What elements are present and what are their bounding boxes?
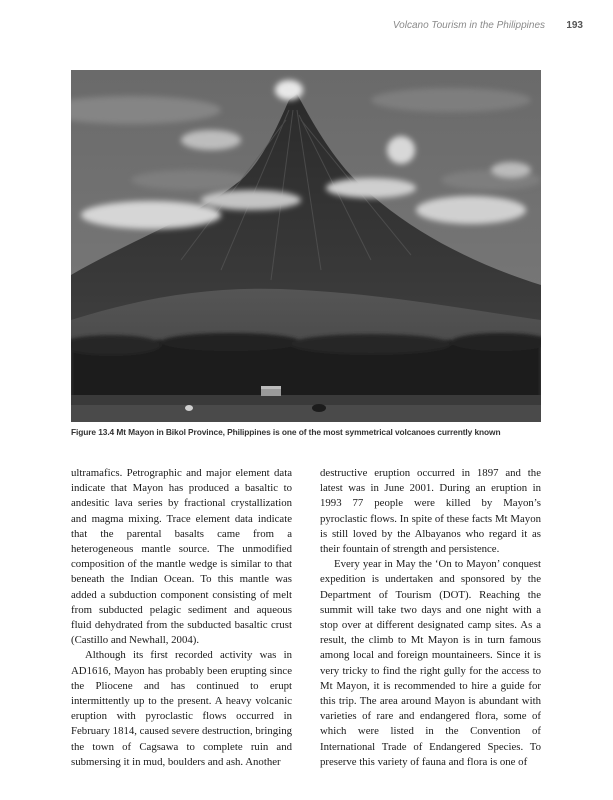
page-number: 193 — [566, 20, 583, 31]
paragraph: destructive eruption occurred in 1897 and the latest was in June 2001. During an eruption in 1993 77 people were killed by Mayon’s pyroclastic flows. In spite of these facts Mt Mayon is still loved by the Albayanos who regard it as their fountain of strength and persistence. — [320, 467, 541, 556]
page-header — [0, 20, 613, 36]
figure-photo — [71, 70, 541, 422]
paragraph: ultramafics. Petrographic and major element data indicate that Mayon has produced a basaltic to andesitic lava series by fractional crystallization and magma mixing. Trace element data indicate that the parental basalts came from a heterogeneous mantle source. The unmodified composition of the mantle wedge is similar to that beneath the Indian Ocean. To this mantle was added a subduction component consisting of melt from subducted pelagic sediment and aqueous fluid dehydrated from the subducted basaltic crust (Castillo and Newhall, 2004). — [71, 467, 292, 647]
mayon-volcano-photo — [71, 70, 541, 422]
paragraph: Every year in May the ‘On to Mayon’ conquest expedition is undertaken and sponsored by the Department of Tourism (DOT). Reaching the summit will take two days and one night with a stop over at different designated camp sites. As a result, the climb to Mt Mayon is in turn famous among local and foreign mountaineers. Since it is very tricky to find the right gully for the access to Mt Mayon, it is recommended to hire a guide for this trip. The area around Mayon is abundant with varieties of rare and endangered flora, some of which were listed in the Convention of International Trade of Endangered Species. To preserve this variety of fauna and flora is one of — [320, 558, 541, 768]
paragraph: Although its first recorded activity was in AD1616, Mayon has probably been erupting since the Pliocene and has continued to erupt intermittently up to the present. A heavy volcanic eruption with pyroclastic flows occurred in February 1814, caused severe destruction, bringing the town of Cagsawa to complete ruin and submersing it in mud, boulders and ash. Another — [71, 649, 292, 768]
figure-caption: Figure 13.4 Mt Mayon in Bikol Province, Philippines is one of the most symmetrical volcanoes currently known — [71, 427, 501, 437]
left-column — [71, 466, 292, 770]
tree-line — [71, 333, 541, 400]
right-column — [320, 466, 541, 770]
running-title: Volcano Tourism in the Philippines — [392, 20, 545, 31]
